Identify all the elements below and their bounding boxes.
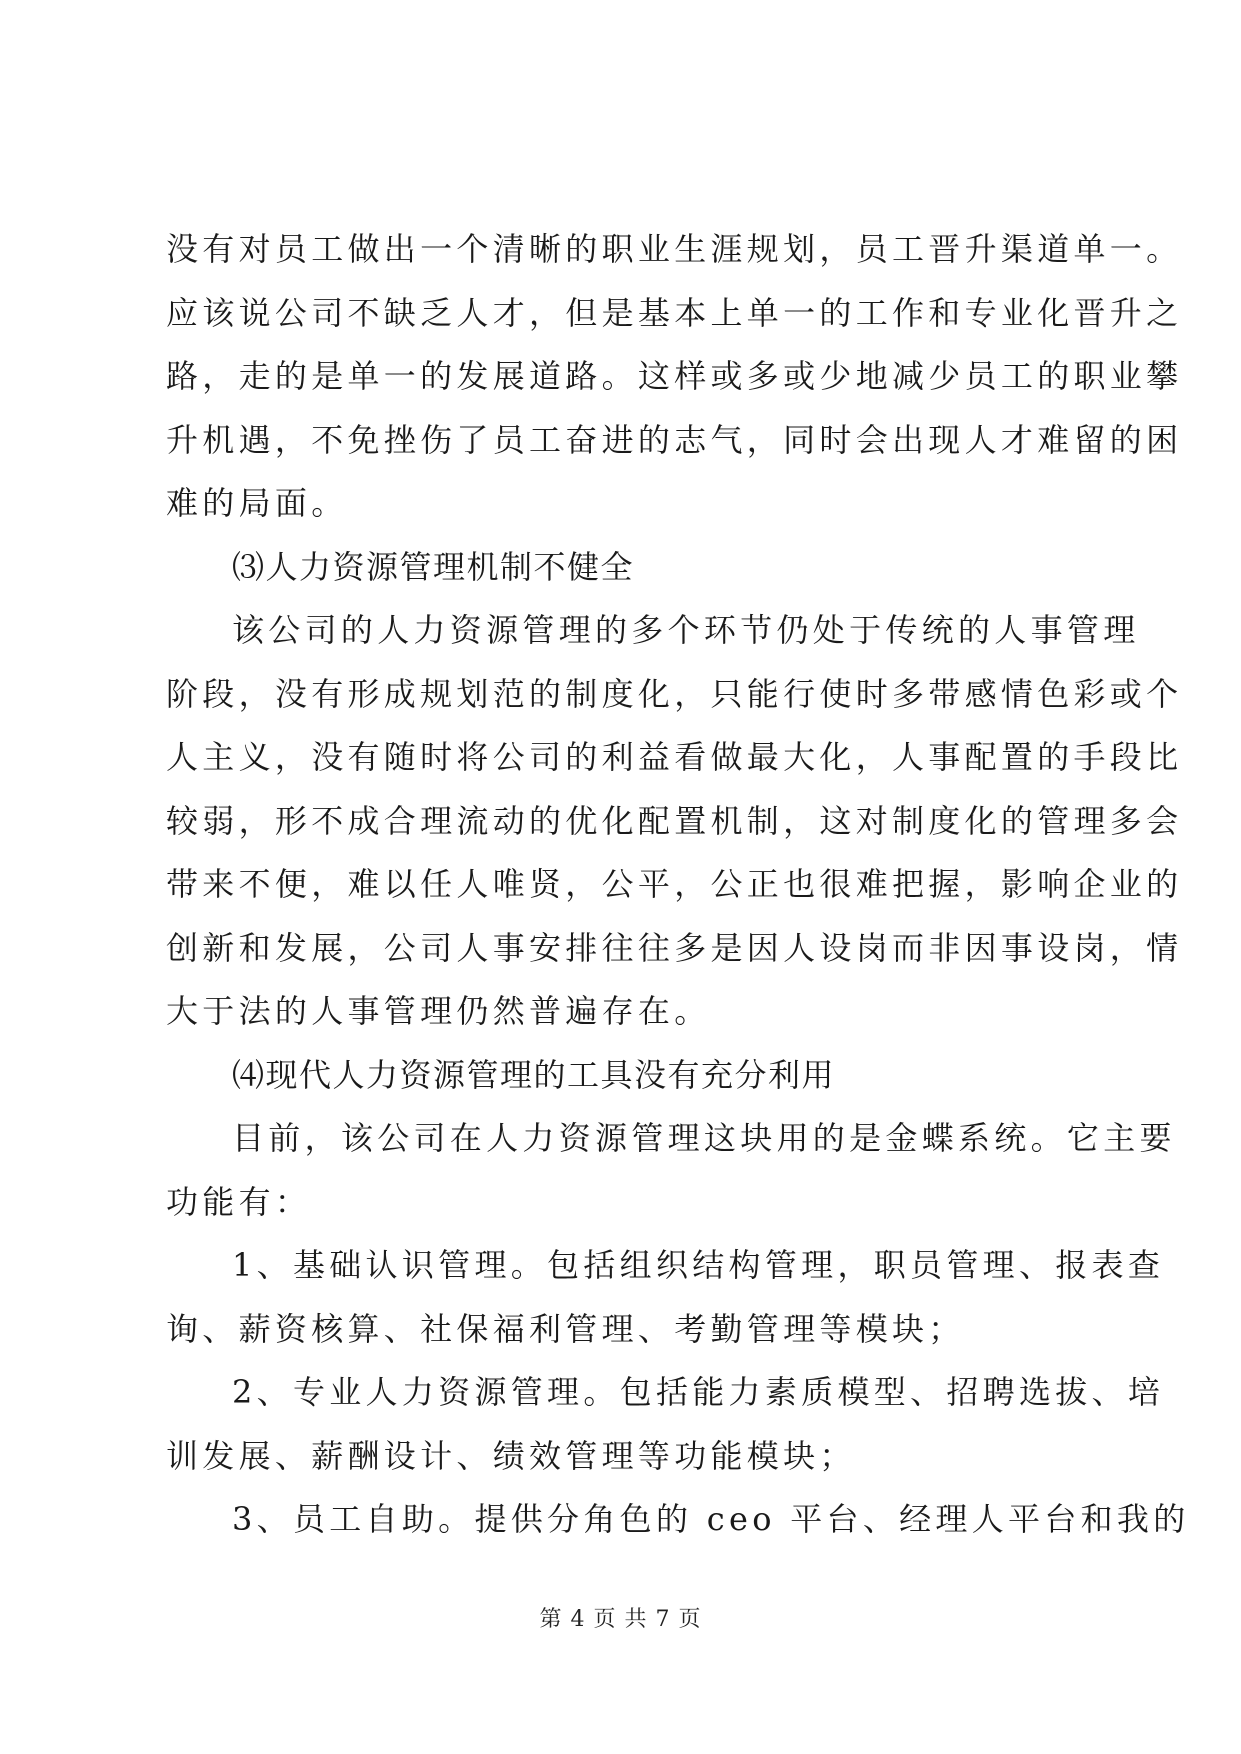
section-heading: ⑶人力资源管理机制不健全 [232, 547, 635, 586]
page-footer: 第 4 页 共 7 页 [539, 1607, 702, 1632]
paragraph-first-line: 该公司的人力资源管理的多个环节仍处于传统的人事管理 [232, 611, 1140, 649]
text-line: 创新和发展，公司人事安排往往多是因人设岗而非因事设岗，情 [166, 928, 1183, 967]
text-line: 较弱，形不成合理流动的优化配置机制，这对制度化的管理多会 [166, 801, 1183, 840]
section-heading: ⑷现代人力资源管理的工具没有充分利用 [232, 1055, 836, 1094]
text-line: 询、薪资核算、社保福利管理、考勤管理等模块； [166, 1309, 965, 1348]
text-line: 阶段，没有形成规划范的制度化，只能行使时多带感情色彩或个 [166, 674, 1183, 713]
text-line: 大于法的人事管理仍然普遍存在。 [166, 992, 711, 1030]
text-line: 训发展、薪酬设计、绩效管理等功能模块； [166, 1436, 856, 1475]
list-item-first-line: 3、员工自助。提供分角色的 ceo 平台、经理人平台和我的 [232, 1500, 1190, 1538]
list-item-first-line: 1、基础认识管理。包括组织结构管理，职员管理、报表查 [232, 1246, 1165, 1284]
list-item-first-line: 2、专业人力资源管理。包括能力素质模型、招聘选拔、培 [232, 1373, 1165, 1411]
paragraph-first-line: 目前，该公司在人力资源管理这块用的是金蝶系统。它主要 [232, 1119, 1176, 1157]
text-line: 路，走的是单一的发展道路。这样或多或少地减少员工的职业攀 [166, 357, 1183, 395]
text-line: 带来不便，难以任人唯贤，公平，公正也很难把握，影响企业的 [166, 865, 1183, 903]
text-line: 功能有： [166, 1182, 312, 1221]
text-line: 升机遇，不免挫伤了员工奋进的志气，同时会出现人才难留的困 [166, 420, 1183, 459]
text-line: 应该说公司不缺乏人才，但是基本上单一的工作和专业化晋升之 [166, 293, 1183, 332]
body-text [166, 218, 1190, 1552]
text-line: 没有对员工做出一个清晰的职业生涯规划，员工晋升渠道单一。 [166, 230, 1183, 268]
text-line: 人主义，没有随时将公司的利益看做最大化，人事配置的手段比 [166, 738, 1183, 776]
text-line: 难的局面。 [166, 484, 348, 522]
